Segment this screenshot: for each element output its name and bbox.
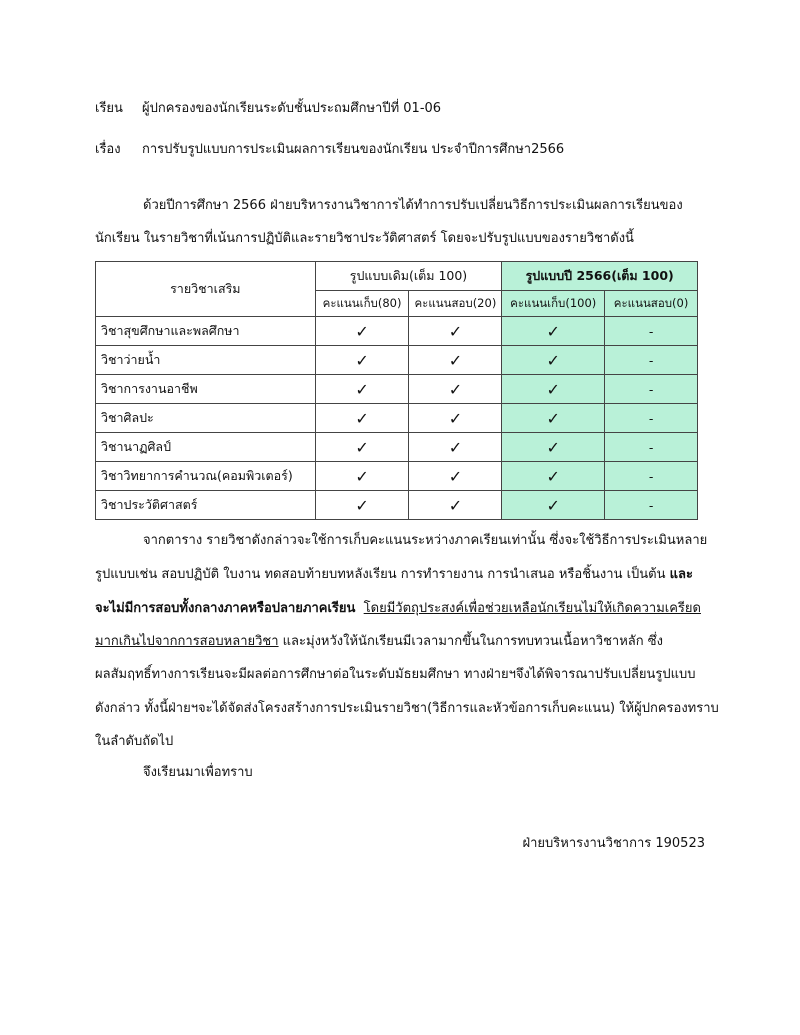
dash-cell: - [605,433,698,462]
no-exam-statement: จะไม่มีการสอบทั้งกลางภาคหรือปลายภาคเรียน [95,601,356,616]
subject-cell: วิชาสุขศึกษาและพลศึกษา [96,317,316,346]
check-icon: ✓ [315,346,409,375]
check-icon: ✓ [502,375,605,404]
check-icon: ✓ [502,433,605,462]
subject-cell: วิชาว่ายน้ำ [96,346,316,375]
check-icon: ✓ [315,404,409,433]
dash-cell: - [605,462,698,491]
assessment-table [95,261,698,520]
subject-label: เรื่อง [95,142,121,157]
body-line-5: ผลสัมฤทธิ์ทางการเรียนจะมีผลต่อการศึกษาต่อในระดับมัธยมศึกษา ทางฝ่ายฯจึงได้พิจารณาปรับเปลี่ยนรูปแบบ [95,667,696,682]
check-icon: ✓ [409,375,502,404]
table-row [96,462,698,491]
purpose-statement-cont: มากเกินไปจากการสอบหลายวิชา [95,634,279,649]
old-format-header: รูปแบบเดิม(เต็ม 100) [315,262,502,291]
new-collect-header: คะแนนเก็บ(100) [502,291,605,317]
check-icon: ✓ [315,375,409,404]
closing-text: จึงเรียนมาเพื่อทราบ [143,765,253,780]
dash-cell: - [605,317,698,346]
body-line-3 [95,597,701,618]
subject-cell: วิชาศิลปะ [96,404,316,433]
check-icon: ✓ [502,404,605,433]
old-collect-header: คะแนนเก็บ(80) [315,291,409,317]
table-row [96,433,698,462]
subject-cell: วิชานาฏศิลป์ [96,433,316,462]
body-line-6: ดังกล่าว ทั้งนี้ฝ่ายฯจะได้จัดส่งโครงสร้างการประเมินรายวิชา(วิธีการและหัวข้อการเก็บคะแนน) ให้ผู้ปกครองทราบ [95,701,719,716]
new-exam-header: คะแนนสอบ(0) [605,291,698,317]
dash-cell: - [605,375,698,404]
signature: ฝ่ายบริหารงานวิชาการ 190523 [522,836,705,851]
subject-cell: วิชาวิทยาการคำนวณ(คอมพิวเตอร์) [96,462,316,491]
subject-cell: วิชาประวัติศาสตร์ [96,491,316,520]
body-line-2-text: รูปแบบเช่น สอบปฏิบัติ ใบงาน ทดสอบท้ายบทหลังเรียน การทำรายงาน การนำเสนอ หรือชิ้นงาน เป็นต้น [95,567,670,582]
dash-cell: - [605,491,698,520]
check-icon: ✓ [315,462,409,491]
body-line-4-text: และมุ่งหวังให้นักเรียนมีเวลามากขึ้นในการทบทวนเนื้อหาวิชาหลัก ซึ่ง [278,634,663,649]
body-line-2 [95,563,693,584]
intro-line-2: นักเรียน ในรายวิชาที่เน้นการปฏิบัติและรายวิชาประวัติศาสตร์ โดยจะปรับรูปแบบของรายวิชาดังนี้ [95,231,634,246]
body-line-1: จากตาราง รายวิชาดังกล่าวจะใช้การเก็บคะแนนระหว่างภาคเรียนเท่านั้น ซึ่งจะใช้วิธีการประเมินหลาย [143,533,708,548]
check-icon: ✓ [409,346,502,375]
body-line-4 [95,630,663,651]
recipient-value: ผู้ปกครองของนักเรียนระดับชั้นประถมศึกษาปีที่ 01-06 [142,101,442,116]
purpose-statement: โดยมีวัตถุประสงค์เพื่อช่วยเหลือนักเรียนไม่ให้เกิดความเครียด [363,601,701,616]
dash-cell: - [605,404,698,433]
check-icon: ✓ [315,317,409,346]
check-icon: ✓ [315,491,409,520]
table-row [96,346,698,375]
old-exam-header: คะแนนสอบ(20) [409,291,502,317]
intro-line-1: ด้วยปีการศึกษา 2566 ฝ่ายบริหารงานวิชาการได้ทำการปรับเปลี่ยนวิธีการประเมินผลการเรียนของ [143,198,683,213]
table-row [96,317,698,346]
dash-cell: - [605,346,698,375]
check-icon: ✓ [502,346,605,375]
check-icon: ✓ [409,433,502,462]
check-icon: ✓ [502,491,605,520]
check-icon: ✓ [409,317,502,346]
table-row [96,375,698,404]
subject-cell: วิชาการงานอาชีพ [96,375,316,404]
check-icon: ✓ [502,462,605,491]
table-row [96,404,698,433]
check-icon: ✓ [502,317,605,346]
body-line-2-bold: และ [669,567,693,582]
check-icon: ✓ [409,491,502,520]
new-format-header: รูปแบบปี 2566(เต็ม 100) [502,262,698,291]
check-icon: ✓ [315,433,409,462]
subject-value: การปรับรูปแบบการประเมินผลการเรียนของนักเรียน ประจำปีการศึกษา2566 [142,142,565,157]
table-row [96,491,698,520]
subject-column-header: รายวิชาเสริม [96,262,316,317]
check-icon: ✓ [409,404,502,433]
check-icon: ✓ [409,462,502,491]
recipient-label: เรียน [95,101,123,116]
body-line-7: ในลำดับถัดไป [95,734,174,749]
